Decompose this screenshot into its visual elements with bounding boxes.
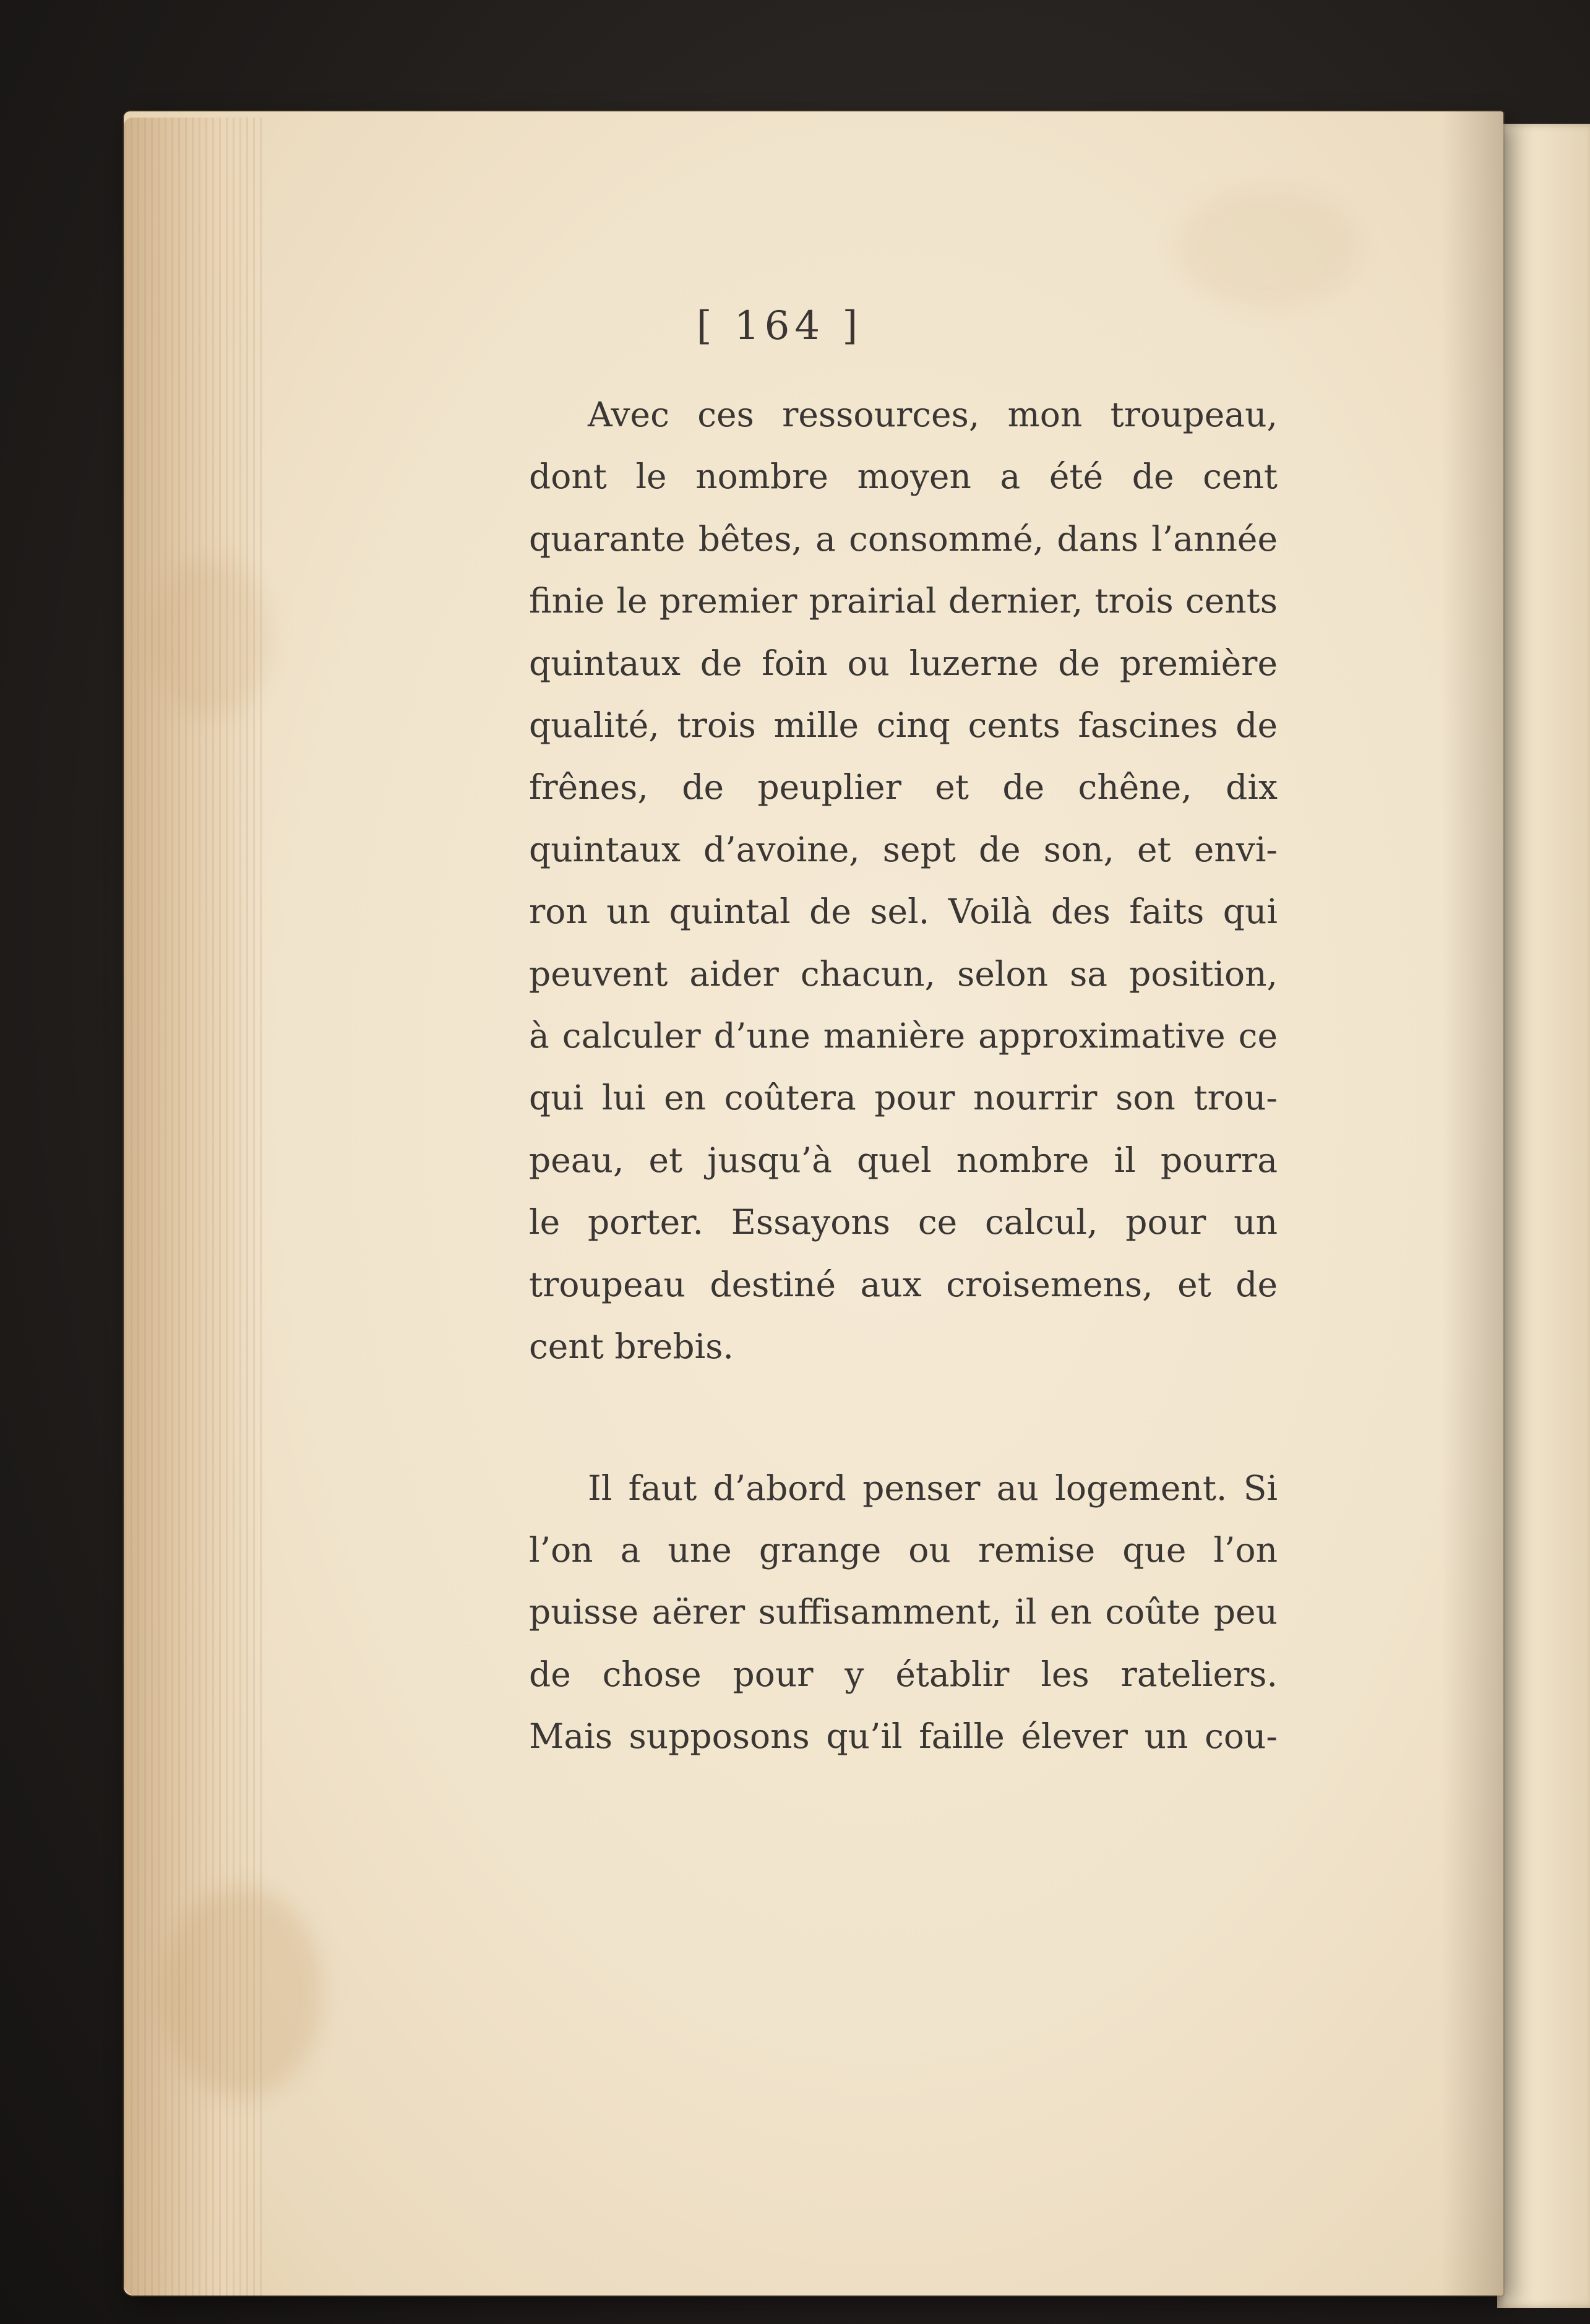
paragraph-gap [529, 1378, 1278, 1457]
text-line: quintaux de foin ou luzerne de première [529, 643, 1278, 683]
text-line: de chose pour y établir les rateliers. [529, 1654, 1278, 1694]
text-line: dont le nombre moyen a été de cent [529, 457, 1278, 497]
paragraph-2 [529, 1457, 1278, 1768]
text-line: peau, et jusqu’à quel nombre il pourra [529, 1140, 1278, 1180]
text-line: frênes, de peuplier et de chêne, dix [529, 767, 1278, 807]
text-line: quarante bêtes, a consommé, dans l’année [529, 519, 1278, 559]
text-line: qualité, trois mille cinq cents fascines de [529, 705, 1278, 746]
body-text [529, 384, 1278, 1768]
text-line: finie le premier prairial dernier, trois cents [529, 581, 1278, 621]
text-line: ron un quintal de sel. Voilà des faits qui [529, 892, 1278, 932]
text-line: peuvent aider chacun, selon sa position, [529, 953, 1278, 994]
adjacent-page-edge [1497, 124, 1590, 2308]
text-line: troupeau destiné aux croisemens, et de [529, 1264, 1278, 1304]
text-line: quintaux d’avoine, sept de son, et envi- [529, 829, 1278, 869]
gutter-shadow [1442, 111, 1503, 2296]
paragraph-1 [529, 384, 1278, 1378]
text-line: Avec ces ressources, mon troupeau, [588, 395, 1278, 434]
text-line: Il faut d’abord penser au logement. Si [588, 1468, 1278, 1508]
text-line: cent brebis. [529, 1327, 734, 1367]
paper-stain [148, 557, 272, 718]
paper-stain [161, 1887, 322, 2098]
page-number: [ 164 ] [696, 303, 863, 349]
text-line: le porter. Essayons ce calcul, pour un [529, 1202, 1278, 1242]
text-line: puisse aërer suffisamment, il en coûte peu [529, 1592, 1278, 1632]
text-line: l’on a une grange ou remise que l’on [529, 1530, 1278, 1570]
text-line: qui lui en coûtera pour nourrir son trou- [529, 1078, 1278, 1118]
text-line: à calculer d’une manière approximative ce [529, 1016, 1278, 1056]
text-line: Mais supposons qu’il faille élever un cou- [529, 1716, 1278, 1757]
paper-stain [1175, 186, 1361, 309]
